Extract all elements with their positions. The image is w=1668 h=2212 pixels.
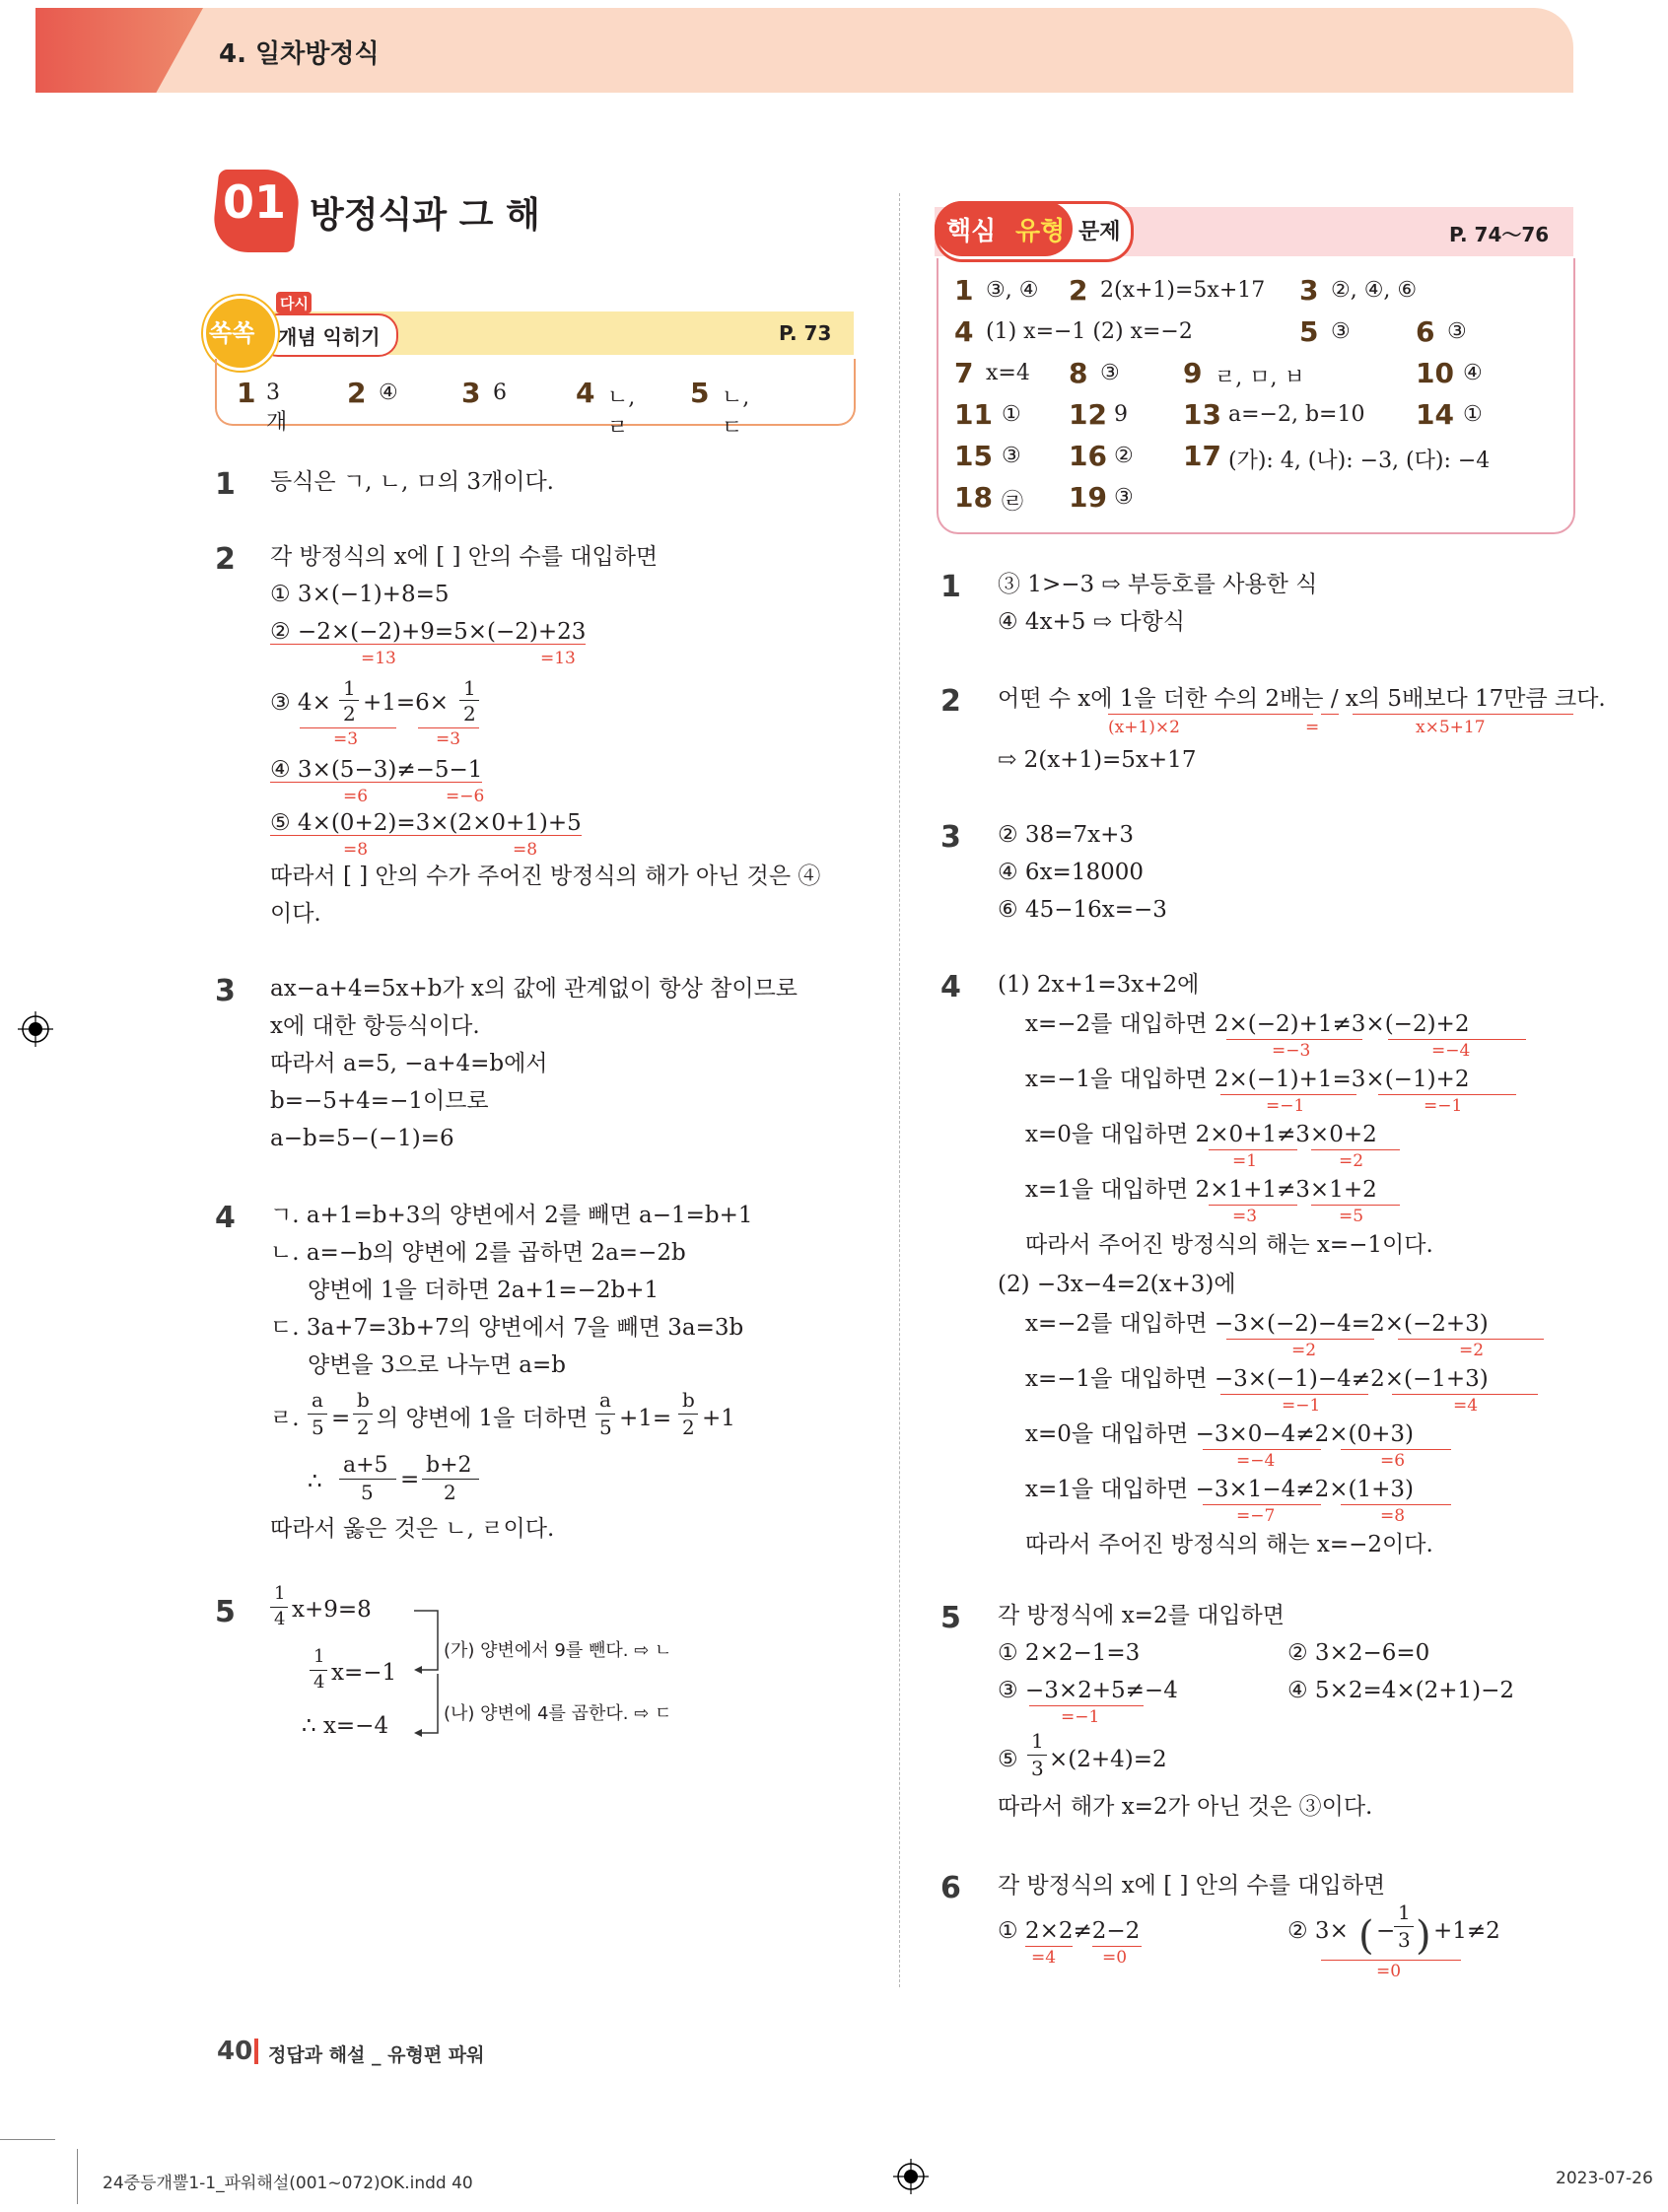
solution-line: ∴ x=−4 (302, 1713, 389, 1739)
solution-line: x=−1을 대입하면 −3×(−1)−4≠2×(−1+3) (1025, 1366, 1489, 1392)
solution-line: x=−2를 대입하면 2×(−2)+1≠3×(−2)+2 (1025, 1011, 1470, 1037)
solution-line: 의 양변에 1을 더하면 (377, 1406, 589, 1431)
column-divider (899, 193, 900, 1987)
solution-line: ⇨ 2(x+1)=5x+17 (998, 747, 1197, 773)
answer-number: 2 (1069, 274, 1088, 307)
answer-value: (1) x=−1 (2) x=−2 (986, 319, 1193, 344)
fraction-denominator: 2 (357, 1416, 370, 1439)
annotation: =0 (1102, 1948, 1128, 1968)
underline (1311, 1205, 1400, 1206)
answer-number: 10 (1416, 357, 1454, 389)
bracket-arrows (410, 1607, 444, 1745)
question-number: 3 (215, 974, 236, 1008)
section-title: 방정식과 그 해 (310, 195, 540, 236)
answer-value: 9 (1114, 402, 1128, 427)
underline (300, 727, 396, 728)
answer-value: ③ (1331, 319, 1351, 344)
negative-sign: − (1376, 1918, 1396, 1944)
answer-number: 19 (1069, 481, 1107, 514)
answer-number: 8 (1069, 357, 1088, 389)
fraction-bar (339, 700, 359, 701)
answer-value: ④ (379, 380, 398, 405)
fraction-bar (459, 700, 479, 701)
annotation: =−1 (1424, 1096, 1463, 1116)
page-number: 40 (217, 2037, 253, 2066)
solution-line: +1= (619, 1406, 672, 1431)
annotation: =8 (1380, 1506, 1406, 1526)
fraction-bar (422, 1479, 479, 1480)
underline (1398, 1339, 1544, 1340)
fraction-bar (595, 1414, 615, 1415)
annotation: =8 (513, 840, 538, 860)
annotation: =13 (540, 649, 576, 668)
annotation: =2 (1339, 1151, 1364, 1171)
fraction-denominator: 2 (463, 702, 476, 726)
solution-line: ④ 4x+5 ⇨ 다항식 (998, 609, 1185, 635)
crop-mark (77, 2149, 78, 2204)
answer-number: 5 (690, 377, 710, 409)
answer-number: 13 (1183, 398, 1221, 431)
answer-number: 3 (1299, 274, 1319, 307)
answer-number: 1 (954, 274, 974, 307)
question-number: 1 (940, 570, 961, 604)
annotation: =−7 (1236, 1506, 1276, 1526)
answer-value: ③ (1447, 319, 1467, 344)
annotation: =3 (1232, 1207, 1258, 1226)
underline (1311, 1149, 1400, 1150)
ssokssok-text: 쏙쏙 (209, 319, 255, 347)
solution-line: 따라서 a=5, −a+4=b에서 (270, 1051, 548, 1076)
answer-value: ③ (1100, 361, 1120, 385)
annotation: =−4 (1431, 1041, 1471, 1061)
underline (1220, 1394, 1368, 1395)
underline (1226, 1339, 1374, 1340)
solution-line: ④ 3×(5−3)≠−5−1 (270, 757, 483, 783)
answer-number: 4 (576, 377, 595, 409)
concept-label: 개념 익히기 (278, 325, 381, 349)
solution-line: ④ 5×2=4×(2+1)−2 (1287, 1678, 1515, 1703)
solution-line: (1) 2x+1=3x+2에 (998, 972, 1200, 998)
solution-line: 따라서 [ ] 안의 수가 주어진 방정식의 해가 아닌 것은 ④ (270, 864, 821, 889)
underline (1341, 1504, 1451, 1505)
answer-number: 5 (1299, 315, 1319, 348)
type-label: 유형 (1015, 217, 1066, 246)
annotation: =−1 (1266, 1096, 1305, 1116)
answer-number: 4 (954, 315, 974, 348)
answer-number: 3 (461, 377, 481, 409)
annotation: =6 (343, 787, 369, 806)
solution-line: 양변을 3으로 나누면 a=b (308, 1352, 567, 1378)
solution-line: ① 3×(−1)+8=5 (270, 582, 450, 607)
equals-sign: = (400, 1467, 420, 1492)
answer-value: ㄹ, ㅁ, ㅂ (1215, 366, 1305, 390)
fraction-numerator: 1 (274, 1583, 286, 1604)
answer-value: ②, ④, ⑥ (1331, 278, 1418, 303)
answer-value: ③, ④ (986, 278, 1039, 303)
fraction-numerator: b (357, 1388, 370, 1412)
question-number: 4 (940, 970, 961, 1004)
crop-mark (0, 2139, 55, 2140)
answer-number: 2 (347, 377, 367, 409)
underline (1108, 714, 1313, 715)
answer-value: a=−2, b=10 (1228, 402, 1365, 427)
question-number: 4 (215, 1201, 236, 1235)
underline (1341, 1449, 1451, 1450)
answer-number: 7 (954, 357, 974, 389)
answer-number: 16 (1069, 440, 1107, 472)
question-number: 5 (940, 1601, 961, 1635)
solution-line: ⑤ (998, 1747, 1018, 1772)
question-number: 1 (215, 467, 236, 502)
solution-line: x=1을 대입하면 −3×1−4≠2×(1+3) (1025, 1477, 1414, 1502)
fraction-denominator: 5 (599, 1416, 612, 1439)
answer-number: 14 (1416, 398, 1454, 431)
fraction-numerator: 1 (313, 1646, 325, 1667)
solution-line: x=−1을 대입하면 2×(−1)+1=3×(−1)+2 (1025, 1067, 1470, 1092)
solution-line: ① 2×2≠2−2 (998, 1918, 1141, 1944)
annotation: =−3 (1272, 1041, 1311, 1061)
annotation: =−6 (446, 787, 485, 806)
underline (1321, 1960, 1461, 1961)
question-number: 6 (940, 1871, 961, 1905)
solution-line: 따라서 주어진 방정식의 해는 x=−2이다. (1025, 1532, 1433, 1557)
fraction-denominator: 2 (444, 1481, 456, 1504)
annotation: =4 (1453, 1396, 1479, 1416)
fraction-numerator: 1 (343, 676, 356, 700)
solution-line: (2) −3x−4=2(x+3)에 (998, 1272, 1236, 1297)
therefore-symbol: ∴ (308, 1469, 322, 1494)
fraction-bar (339, 1479, 396, 1480)
answer-value: 6 (493, 380, 507, 405)
fraction-bar (310, 1670, 327, 1671)
underline (1388, 1039, 1526, 1040)
fraction-numerator: 1 (1398, 1901, 1411, 1924)
annotation: =2 (1291, 1341, 1317, 1360)
solution-line: 따라서 해가 x=2가 아닌 것은 ③이다. (998, 1794, 1373, 1820)
concept-answer-box (215, 359, 856, 426)
annotation: =−1 (1061, 1707, 1100, 1727)
annotation: =4 (1031, 1948, 1057, 1968)
fraction-numerator: a+5 (343, 1453, 388, 1478)
annotation: =0 (1376, 1962, 1402, 1981)
answer-value: ③ (1002, 444, 1021, 468)
underline (1321, 714, 1339, 715)
annotation: = (1305, 718, 1320, 737)
answer-number: 1 (237, 377, 256, 409)
solution-line: 각 방정식에 x=2를 대입하면 (998, 1603, 1285, 1628)
fraction-numerator: b+2 (426, 1453, 472, 1478)
solution-line: ② 38=7x+3 (998, 822, 1134, 848)
answer-number: 9 (1183, 357, 1203, 389)
annotation: (x+1)×2 (1108, 718, 1180, 737)
solution-line: ③ 4× (270, 690, 331, 716)
step-note: (나) 양변에 4를 곱한다. ⇨ ㄷ (444, 1703, 672, 1724)
solution-line: x=1을 대입하면 2×1+1≠3×1+2 (1025, 1177, 1377, 1203)
solution-line: ② 3×2−6=0 (1287, 1640, 1430, 1666)
fraction-denominator: 5 (312, 1416, 324, 1439)
step-note: (가) 양변에서 9를 뺀다. ⇨ ㄴ (444, 1640, 672, 1661)
annotation: =6 (1380, 1451, 1406, 1471)
fraction-denominator: 2 (343, 702, 356, 726)
answer-value: (가): 4, (나): −3, (다): −4 (1228, 449, 1491, 473)
answer-value: 2(x+1)=5x+17 (1100, 278, 1266, 303)
solution-line: 양변에 1을 더하면 2a+1=−2b+1 (308, 1278, 660, 1303)
underline (418, 727, 479, 728)
solution-line: 따라서 주어진 방정식의 해는 x=−1이다. (1025, 1232, 1433, 1258)
underline (1209, 1205, 1297, 1206)
answer-number: 12 (1069, 398, 1107, 431)
solution-line: x=−2를 대입하면 −3×(−2)−4=2×(−2+3) (1025, 1311, 1489, 1337)
registration-mark-icon (893, 2159, 929, 2194)
annotation: =1 (1232, 1151, 1258, 1171)
paren-close: ) (1416, 1913, 1431, 1959)
underline (1203, 1504, 1321, 1505)
solution-line: ② 3× (1287, 1918, 1349, 1944)
annotation: =8 (343, 840, 369, 860)
core-label: 핵심 (946, 217, 997, 246)
fraction-numerator: b (682, 1388, 695, 1412)
solution-line: 각 방정식의 x에 [ ] 안의 수를 대입하면 (998, 1873, 1386, 1899)
underline (1092, 1946, 1142, 1947)
answer-number: 15 (954, 440, 993, 472)
solution-line: x=0을 대입하면 −3×0−4≠2×(0+3) (1025, 1421, 1414, 1447)
underline (1029, 1705, 1144, 1706)
solution-line: x=0을 대입하면 2×0+1≠3×0+2 (1025, 1122, 1377, 1147)
answer-number: 18 (954, 481, 993, 514)
solution-line: b=−5+4=−1이므로 (270, 1088, 489, 1114)
fraction-denominator: 4 (313, 1672, 325, 1693)
annotation: =−1 (1282, 1396, 1321, 1416)
annotation: =2 (1459, 1341, 1485, 1360)
answer-value: ㄴ, ㄷ (722, 385, 750, 441)
solution-line: +1=6× (363, 690, 450, 716)
annotation: =13 (361, 649, 396, 668)
solution-line: ㄹ. (270, 1406, 300, 1431)
chapter-title: 4. 일차방정식 (219, 39, 380, 69)
solution-line: ㄴ. a=−b의 양변에 2를 곱하면 2a=−2b (270, 1240, 686, 1266)
footer-divider (254, 2039, 258, 2064)
underline (1025, 1946, 1073, 1947)
fraction-numerator: 1 (1031, 1729, 1044, 1753)
answer-value: ㄴ, ㄹ (607, 385, 636, 441)
fraction-bar (353, 1414, 373, 1415)
fraction-bar (270, 1607, 288, 1608)
solution-line: ⑥ 45−16x=−3 (998, 897, 1167, 923)
solution-line: ③ −3×2+5≠−4 (998, 1678, 1178, 1703)
solution-line: ㄱ. a+1=b+3의 양변에서 2를 빼면 a−1=b+1 (270, 1203, 753, 1228)
annotation: =3 (333, 729, 359, 749)
underline (1353, 714, 1573, 715)
answer-value: ① (1002, 402, 1021, 427)
question-number: 5 (215, 1595, 236, 1629)
answer-value: ③ (1114, 485, 1134, 510)
question-number: 2 (215, 542, 236, 577)
fraction-denominator: 2 (682, 1416, 695, 1439)
solution-line: a−b=5−(−1)=6 (270, 1126, 454, 1151)
solution-line: 각 방정식의 x에 [ ] 안의 수를 대입하면 (270, 544, 659, 570)
equals-sign: = (331, 1406, 351, 1431)
solution-line: +1≠2 (1433, 1918, 1500, 1944)
question-number: 3 (940, 820, 961, 855)
solution-line: 등식은 ㄱ, ㄴ, ㅁ의 3개이다. (270, 469, 554, 495)
solution-line: ④ 6x=18000 (998, 860, 1144, 885)
fraction-numerator: a (599, 1388, 611, 1412)
solution-line: ㄷ. 3a+7=3b+7의 양변에서 7을 빼면 3a=3b (270, 1315, 744, 1341)
file-name: 24중등개뿔1-1_파워해설(001~072)OK.indd 40 (103, 2174, 473, 2193)
fraction-denominator: 5 (361, 1481, 374, 1504)
fraction-bar (1027, 1755, 1047, 1756)
solution-line: ③ 1>−3 ⇨ 부등호를 사용한 식 (998, 572, 1318, 597)
answer-value: ② (1114, 444, 1134, 468)
registration-mark-icon (18, 1011, 53, 1047)
answer-number: 17 (1183, 440, 1221, 472)
solution-line: ax−a+4=5x+b가 x의 값에 관계없이 항상 참이므로 (270, 976, 799, 1002)
answer-number: 6 (1416, 315, 1435, 348)
solution-line: x+9=8 (292, 1597, 372, 1623)
concept-page-ref: P. 73 (779, 321, 832, 345)
annotation: x×5+17 (1416, 718, 1486, 737)
solution-line: 어떤 수 x에 1을 더한 수의 2배는 / x의 5배보다 17만큼 크다. (998, 686, 1606, 712)
section-number: 01 (223, 175, 287, 229)
fraction-denominator: 3 (1031, 1757, 1044, 1780)
paren-open: ( (1358, 1913, 1374, 1959)
answer-value: x=4 (986, 361, 1030, 385)
answer-value: 3개 (266, 380, 288, 435)
underline (1209, 1149, 1297, 1150)
solution-line: 따라서 옳은 것은 ㄴ, ㄹ이다. (270, 1516, 555, 1542)
fraction-numerator: 1 (463, 676, 476, 700)
annotation: =3 (436, 729, 461, 749)
answer-value: ㉣ (1002, 490, 1024, 515)
answer-number: 11 (954, 398, 993, 431)
fraction-denominator: 3 (1398, 1928, 1411, 1952)
underline (1392, 1394, 1538, 1395)
fraction-bar (678, 1414, 698, 1415)
solution-line: 이다. (270, 901, 321, 927)
solution-line: x=−1 (331, 1660, 397, 1686)
solution-line: x에 대한 항등식이다. (270, 1013, 480, 1039)
underline (1220, 1094, 1356, 1095)
footer-title: 정답과 해설 _ 유형편 파워 (268, 2044, 485, 2066)
print-date: 2023-07-26 (1556, 2169, 1653, 2188)
problem-label: 문제 (1078, 220, 1121, 244)
fraction-bar (308, 1414, 327, 1415)
solution-line: ⑤ 4×(0+2)=3×(2×0+1)+5 (270, 810, 582, 836)
underline (1203, 1449, 1321, 1450)
solution-line: ② −2×(−2)+9=5×(−2)+23 (270, 619, 587, 645)
fraction-numerator: a (312, 1388, 323, 1412)
answer-value: ① (1463, 402, 1483, 427)
underline (1378, 1094, 1516, 1095)
question-number: 2 (940, 684, 961, 719)
fraction-bar (1394, 1926, 1414, 1927)
core-page-ref: P. 74～76 (1449, 223, 1550, 246)
annotation: =−4 (1236, 1451, 1276, 1471)
underline (1226, 1039, 1362, 1040)
solution-line: ×(2+4)=2 (1049, 1747, 1167, 1772)
fraction-denominator: 4 (274, 1609, 286, 1629)
answer-value: ④ (1463, 361, 1483, 385)
solution-line: +1 (702, 1406, 735, 1431)
dasi-text: 다시 (280, 295, 309, 312)
solution-line: ① 2×2−1=3 (998, 1640, 1141, 1666)
annotation: =5 (1339, 1207, 1364, 1226)
